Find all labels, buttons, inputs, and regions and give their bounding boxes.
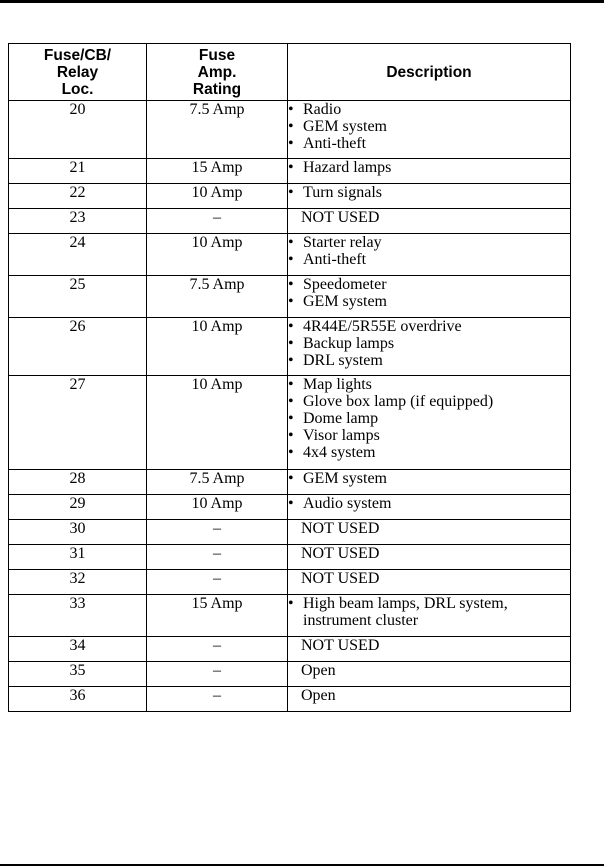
description-text: NOT USED — [301, 520, 380, 537]
description-text: Open — [301, 687, 336, 704]
header-location-line: Fuse/CB/ — [43, 46, 112, 64]
fuse-location-cell: 36 — [9, 687, 147, 712]
table-row — [9, 276, 571, 318]
fuse-rating-cell: – — [147, 209, 288, 234]
fuse-location-cell: 34 — [9, 637, 147, 662]
description-list — [288, 101, 570, 152]
fuse-rating-cell: 10 Amp — [147, 184, 288, 209]
header-rating-line: Amp. — [197, 63, 237, 81]
description-item: • Radio — [288, 101, 570, 118]
description-item: • Glove box lamp (if equipped) — [288, 393, 570, 410]
description-item: • GEM system — [288, 118, 570, 135]
fuse-description-cell — [288, 595, 571, 637]
fuse-location-cell: 29 — [9, 495, 147, 520]
fuse-description-cell — [288, 687, 571, 712]
fuse-description-cell — [288, 318, 571, 376]
fuse-rating-cell: 7.5 Amp — [147, 101, 288, 159]
fuse-rating-cell: – — [147, 687, 288, 712]
fuse-description-cell — [288, 159, 571, 184]
fuse-rating-cell: 10 Amp — [147, 318, 288, 376]
table-row — [9, 101, 571, 159]
fuse-description-cell — [288, 184, 571, 209]
fuse-location-cell: 20 — [9, 101, 147, 159]
table-row — [9, 234, 571, 276]
header-location — [9, 44, 147, 101]
description-list — [288, 470, 570, 487]
description-list — [288, 276, 570, 310]
fuse-description-cell — [288, 470, 571, 495]
table-row — [9, 495, 571, 520]
description-text: NOT USED — [301, 209, 380, 226]
description-item: • Visor lamps — [288, 427, 570, 444]
table-row — [9, 545, 571, 570]
fuse-location-cell: 22 — [9, 184, 147, 209]
description-item: • Audio system — [288, 495, 570, 512]
table-row — [9, 637, 571, 662]
header-location-line: Loc. — [61, 80, 94, 98]
bottom-rule — [0, 864, 604, 866]
fuse-rating-cell: 15 Amp — [147, 159, 288, 184]
table-row — [9, 376, 571, 470]
description-text: NOT USED — [301, 545, 380, 562]
fuse-rating-cell: 10 Amp — [147, 495, 288, 520]
fuse-rating-cell: – — [147, 570, 288, 595]
description-text: NOT USED — [301, 637, 380, 654]
fuse-description-cell — [288, 376, 571, 470]
fuse-rating-cell: – — [147, 520, 288, 545]
fuse-location-cell: 32 — [9, 570, 147, 595]
table-row — [9, 209, 571, 234]
description-list — [288, 234, 570, 268]
table-row — [9, 159, 571, 184]
table-row — [9, 184, 571, 209]
fuse-table — [8, 43, 571, 712]
fuse-location-cell: 28 — [9, 470, 147, 495]
fuse-rating-cell: 15 Amp — [147, 595, 288, 637]
description-list — [288, 595, 570, 629]
description-item: • Turn signals — [288, 184, 570, 201]
fuse-description-cell — [288, 209, 571, 234]
fuse-location-cell: 25 — [9, 276, 147, 318]
description-item: • High beam lamps, DRL system, instrument cluster — [288, 595, 570, 629]
description-item: • Map lights — [288, 376, 570, 393]
fuse-rating-cell: – — [147, 637, 288, 662]
fuse-rating-cell: – — [147, 662, 288, 687]
table-row — [9, 318, 571, 376]
description-list — [288, 376, 570, 461]
fuse-rating-cell: 7.5 Amp — [147, 276, 288, 318]
fuse-location-cell: 26 — [9, 318, 147, 376]
description-item: • Starter relay — [288, 234, 570, 251]
fuse-description-cell — [288, 570, 571, 595]
description-item: • DRL system — [288, 352, 570, 369]
fuse-location-cell: 33 — [9, 595, 147, 637]
fuse-description-cell — [288, 520, 571, 545]
description-item: • Dome lamp — [288, 410, 570, 427]
fuse-description-cell — [288, 637, 571, 662]
fuse-location-cell: 31 — [9, 545, 147, 570]
fuse-description-cell — [288, 662, 571, 687]
description-item: • Anti-theft — [288, 251, 570, 268]
fuse-rating-cell: – — [147, 545, 288, 570]
fuse-description-cell — [288, 545, 571, 570]
table-row — [9, 570, 571, 595]
description-list — [288, 495, 570, 512]
description-list — [288, 184, 570, 201]
description-text: NOT USED — [301, 570, 380, 587]
description-item: • Speedometer — [288, 276, 570, 293]
table-body — [9, 101, 571, 712]
header-rating-line: Rating — [192, 80, 242, 98]
description-text: Open — [301, 662, 336, 679]
description-item: • Anti-theft — [288, 135, 570, 152]
header-location-line: Relay — [56, 63, 99, 81]
description-item: • 4R44E/5R55E overdrive — [288, 318, 570, 335]
table-header — [9, 44, 571, 101]
fuse-description-cell — [288, 495, 571, 520]
description-item: • 4x4 system — [288, 444, 570, 461]
header-description — [288, 44, 571, 101]
top-rule — [0, 0, 604, 3]
fuse-location-cell: 35 — [9, 662, 147, 687]
fuse-rating-cell: 10 Amp — [147, 376, 288, 470]
fuse-location-cell: 27 — [9, 376, 147, 470]
table-row — [9, 520, 571, 545]
header-rating — [147, 44, 288, 101]
fuse-description-cell — [288, 101, 571, 159]
header-rating-line: Fuse — [198, 46, 236, 64]
fuse-rating-cell: 10 Amp — [147, 234, 288, 276]
fuse-location-cell: 30 — [9, 520, 147, 545]
description-item: • GEM system — [288, 470, 570, 487]
table-row — [9, 470, 571, 495]
fuse-description-cell — [288, 234, 571, 276]
table-row — [9, 662, 571, 687]
fuse-rating-cell: 7.5 Amp — [147, 470, 288, 495]
description-list — [288, 159, 570, 176]
description-item: • GEM system — [288, 293, 570, 310]
description-list — [288, 318, 570, 369]
fuse-description-cell — [288, 276, 571, 318]
header-description-line: Description — [386, 63, 472, 81]
description-item: • Backup lamps — [288, 335, 570, 352]
fuse-location-cell: 23 — [9, 209, 147, 234]
fuse-location-cell: 21 — [9, 159, 147, 184]
description-item: • Hazard lamps — [288, 159, 570, 176]
fuse-location-cell: 24 — [9, 234, 147, 276]
table-row — [9, 687, 571, 712]
table-row — [9, 595, 571, 637]
